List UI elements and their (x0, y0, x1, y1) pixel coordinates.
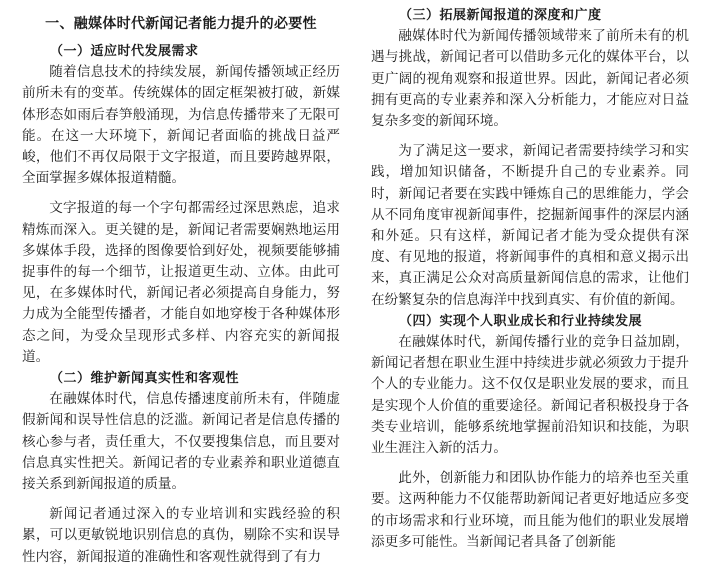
paragraph: 新闻记者通过深入的专业培训和实践经验的积累，可以更敏锐地识别信息的真伪，剔除不实和误导性内容，新闻报道的准确性和客观性就得到了有力 (22, 506, 340, 565)
section-title: 一、融媒体时代新闻记者能力提升的必要性 (45, 16, 317, 32)
subheading-1: （一）适应时代发展需求 (50, 44, 199, 59)
subheading-3: （三）拓展新闻报道的深度和广度 (399, 8, 602, 23)
paragraph: 在融媒体时代，信息传播速度前所未有，伴随虚假新闻和误导性信息的泛滥。新闻记者是信息传播的核心参与者，责任重大，不仅要搜集信息，而且要对信息真实性把关。新闻记者的专业素养和职业道德直接关系到新闻报道的质量。 (22, 391, 340, 493)
paragraph: 文字报道的每一个字句都需经过深思熟虑，追求精炼而深入。更关键的是，新闻记者需要娴熟地运用多媒体手段，选择的图像要恰到好处，视频要能够捕捉事件的每一个细节，让报道更生动、立体。由此可见，在多媒体时代，新闻记者必须提高自身能力，努力成为全能型传播者，才能自如地穿梭于各种媒体形态之间，为受众呈现形式多样、内容充实的新闻报道。 (22, 200, 340, 365)
paragraph: 随着信息技术的持续发展，新闻传播领域正经历前所未有的变革。传统媒体的固定框架被打破，新媒体形态如雨后春笋般涌现，为信息传播带来了无限可能。在这一大环境下，新闻记者面临的挑战日益严峻，他们不再仅局限于文字报道，而且要跨越界限，全面掌握多媒体报道精髓。 (22, 64, 340, 187)
paragraph: 融媒体时代为新闻传播领域带来了前所未有的机遇与挑战，新闻记者可以借助多元化的媒体平台，以更广阔的视角观察和报道世界。因此，新闻记者必须拥有更高的专业素养和深入分析能力，才能应对日益复杂多变的新闻环境。 (371, 28, 689, 130)
subheading-2: （二）维护新闻真实性和客观性 (50, 371, 240, 387)
right-column (371, 0, 689, 553)
paragraph: 此外，创新能力和团队协作能力的培养也至关重要。这两种能力不仅能帮助新闻记者更好地适应多变的市场需求和行业环境，而且能为他们的职业发展增添更多可能性。当新闻记者具备了创新能 (371, 470, 689, 550)
subheading-4: （四）实现个人职业成长和行业持续发展 (399, 313, 643, 329)
left-column (22, 0, 340, 568)
paragraph: 为了满足这一要求，新闻记者需要持续学习和实践，增加知识储备，不断提升自己的专业素养。同时，新闻记者要在实践中锤炼自己的思维能力，学会从不同角度审视新闻事件，挖掘新闻事件的深层内涵和外延。只有这样，新闻记者才能为受众提供有深度、有见地的报道，将新闻事件的真相和意义揭示出来，真正满足公众对高质量新闻信息的需求，让他们在纷繁复杂的信息海洋中找到真实、有价值的新闻。 (371, 143, 689, 308)
paragraph: 在融媒体时代，新闻传播行业的竞争日益加剧，新闻记者想在职业生涯中持续进步就必须致力于提升个人的专业能力。这不仅仅是职业发展的要求，而且是实现个人价值的重要途径。新闻记者积极投身于各类专业培训，能够系统地掌握前沿知识和技能，为职业生涯注入新的活力。 (371, 334, 689, 457)
